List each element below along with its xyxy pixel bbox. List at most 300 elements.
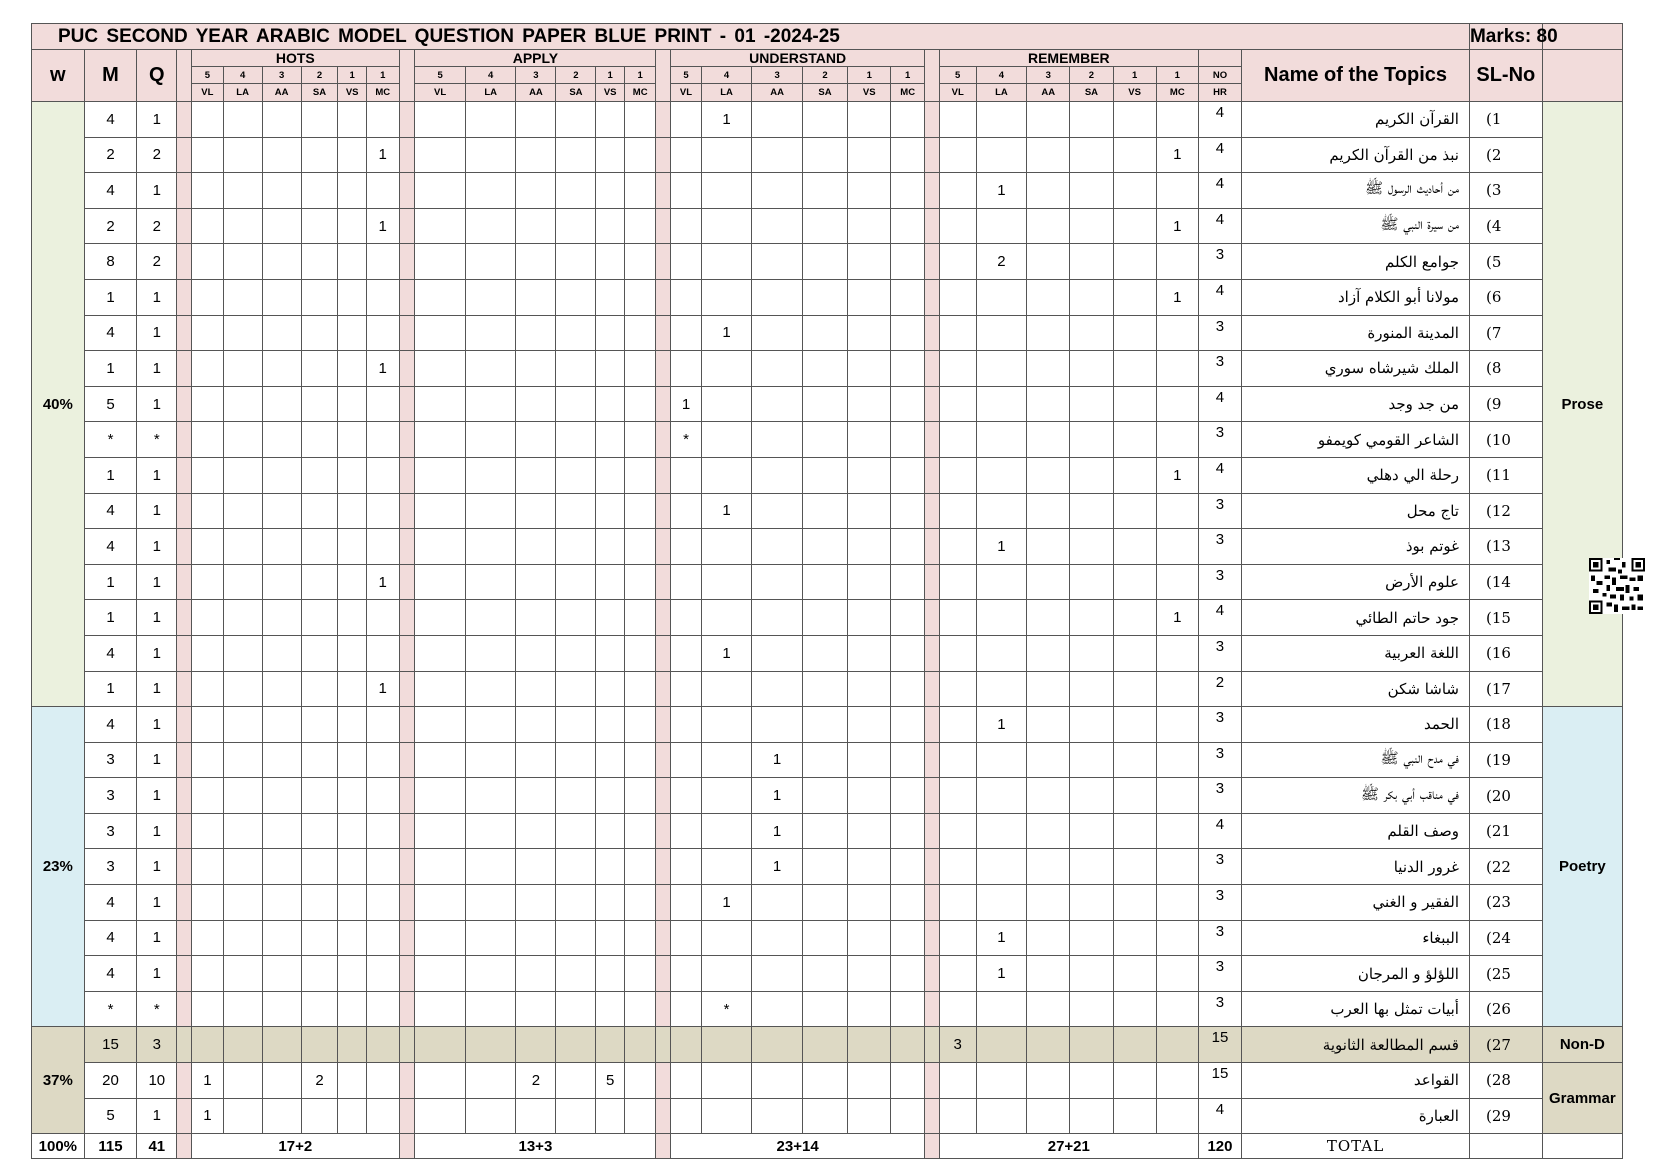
cell-A1 bbox=[465, 635, 516, 671]
cell-A5 bbox=[624, 1063, 656, 1099]
cell-H5 bbox=[366, 813, 399, 849]
cell-R3 bbox=[1070, 1063, 1113, 1099]
cell-H3 bbox=[301, 529, 338, 565]
cell-U4 bbox=[848, 707, 891, 743]
hours-value: 3 bbox=[1198, 564, 1241, 600]
separator-cell bbox=[177, 1098, 192, 1134]
cell-U2 bbox=[752, 885, 803, 921]
cell-R1 bbox=[976, 1027, 1027, 1063]
cell-R0 bbox=[939, 671, 976, 707]
cell-U2 bbox=[752, 956, 803, 992]
cell-R2 bbox=[1027, 173, 1070, 209]
separator-cell bbox=[925, 742, 940, 778]
question-count: 1 bbox=[137, 707, 177, 743]
cell-U4 bbox=[848, 635, 891, 671]
topic-name: القرآن الكريم bbox=[1242, 102, 1470, 138]
cell-H4 bbox=[338, 707, 366, 743]
cell-U4 bbox=[848, 351, 891, 387]
cell-A2 bbox=[516, 885, 556, 921]
cell-A1 bbox=[465, 493, 516, 529]
header-type-U5: MC bbox=[891, 84, 925, 102]
cell-H1 bbox=[223, 813, 262, 849]
cell-U0 bbox=[671, 671, 702, 707]
table-row bbox=[32, 457, 1623, 493]
cell-A2 bbox=[516, 102, 556, 138]
cell-U5 bbox=[891, 849, 925, 885]
header-type-U0: VL bbox=[671, 84, 702, 102]
cell-U4 bbox=[848, 386, 891, 422]
cell-A5 bbox=[624, 956, 656, 992]
cell-H4 bbox=[338, 102, 366, 138]
header-type-U1: LA bbox=[701, 84, 752, 102]
serial-number: (18 bbox=[1469, 707, 1542, 743]
cell-U5 bbox=[891, 813, 925, 849]
header-type-U2: AA bbox=[752, 84, 803, 102]
separator-cell bbox=[177, 564, 192, 600]
topic-name: جود حاتم الطائي bbox=[1242, 600, 1470, 636]
cell-U4 bbox=[848, 920, 891, 956]
separator-cell bbox=[177, 1134, 192, 1159]
topic-name: أبيات تمثل بها العرب bbox=[1242, 991, 1470, 1027]
cell-U5 bbox=[891, 564, 925, 600]
cell-R4 bbox=[1113, 635, 1156, 671]
header-mark-U3: 2 bbox=[802, 67, 847, 84]
cell-A2 bbox=[516, 778, 556, 814]
cell-A3 bbox=[556, 707, 596, 743]
cell-R2 bbox=[1027, 315, 1070, 351]
cell-U0 bbox=[671, 493, 702, 529]
cell-R5 bbox=[1156, 564, 1198, 600]
cell-U4 bbox=[848, 564, 891, 600]
table-row bbox=[32, 137, 1623, 173]
cell-A5 bbox=[624, 386, 656, 422]
hours-value: 4 bbox=[1198, 279, 1241, 315]
question-count: 2 bbox=[137, 208, 177, 244]
cell-U0 bbox=[671, 102, 702, 138]
cell-A4 bbox=[596, 173, 624, 209]
cell-H2 bbox=[262, 991, 301, 1027]
cell-H4 bbox=[338, 849, 366, 885]
header-mark-R0: 5 bbox=[939, 67, 976, 84]
cell-H0 bbox=[192, 671, 224, 707]
cell-H1 bbox=[223, 102, 262, 138]
question-count: 1 bbox=[137, 564, 177, 600]
separator-cell bbox=[656, 422, 671, 458]
header-type-H0: VL bbox=[192, 84, 224, 102]
cell-A1 bbox=[465, 849, 516, 885]
cell-A2 bbox=[516, 635, 556, 671]
cell-U1: 1 bbox=[701, 102, 752, 138]
cell-U3 bbox=[802, 457, 847, 493]
cell-A0 bbox=[415, 1063, 466, 1099]
cell-R1: 2 bbox=[976, 244, 1027, 280]
cell-R0 bbox=[939, 422, 976, 458]
separator-cell bbox=[925, 244, 940, 280]
marks-value: 4 bbox=[84, 956, 137, 992]
cell-H0 bbox=[192, 991, 224, 1027]
cell-A5 bbox=[624, 671, 656, 707]
cell-H4 bbox=[338, 956, 366, 992]
cell-R0 bbox=[939, 564, 976, 600]
question-count: 2 bbox=[137, 137, 177, 173]
separator-cell bbox=[656, 671, 671, 707]
separator-cell bbox=[177, 885, 192, 921]
cell-H2 bbox=[262, 813, 301, 849]
cell-H5 bbox=[366, 849, 399, 885]
cell-U0 bbox=[671, 707, 702, 743]
section-name: Poetry bbox=[1542, 707, 1622, 1027]
separator-cell bbox=[656, 351, 671, 387]
cell-U3 bbox=[802, 208, 847, 244]
marks-value: * bbox=[84, 422, 137, 458]
question-count: 10 bbox=[137, 1063, 177, 1099]
cell-H2 bbox=[262, 102, 301, 138]
cell-A4 bbox=[596, 813, 624, 849]
cell-A3 bbox=[556, 956, 596, 992]
cell-R2 bbox=[1027, 991, 1070, 1027]
cell-H4 bbox=[338, 457, 366, 493]
cell-R3 bbox=[1070, 849, 1113, 885]
cell-R5 bbox=[1156, 813, 1198, 849]
cell-A5 bbox=[624, 351, 656, 387]
table-row bbox=[32, 920, 1623, 956]
cell-A1 bbox=[465, 279, 516, 315]
cell-H0 bbox=[192, 315, 224, 351]
cell-R2 bbox=[1027, 635, 1070, 671]
cell-H5 bbox=[366, 102, 399, 138]
cell-R5 bbox=[1156, 671, 1198, 707]
hours-value: 3 bbox=[1198, 885, 1241, 921]
cell-R2 bbox=[1027, 707, 1070, 743]
cell-A3 bbox=[556, 208, 596, 244]
header-section bbox=[1542, 50, 1622, 102]
separator-cell bbox=[656, 1063, 671, 1099]
header-mark-H4: 1 bbox=[338, 67, 366, 84]
cell-A3 bbox=[556, 920, 596, 956]
cell-U1: 1 bbox=[701, 885, 752, 921]
hours-value: 3 bbox=[1198, 956, 1241, 992]
header-m: M bbox=[84, 50, 137, 102]
hours-value: 3 bbox=[1198, 351, 1241, 387]
separator-cell bbox=[177, 1027, 192, 1063]
separator-cell bbox=[656, 315, 671, 351]
cell-H4 bbox=[338, 137, 366, 173]
cell-H3 bbox=[301, 208, 338, 244]
cell-R5 bbox=[1156, 422, 1198, 458]
separator-cell bbox=[399, 351, 415, 387]
cell-H1 bbox=[223, 635, 262, 671]
question-count: 1 bbox=[137, 351, 177, 387]
cell-R2 bbox=[1027, 778, 1070, 814]
cell-H3 bbox=[301, 991, 338, 1027]
cell-A5 bbox=[624, 493, 656, 529]
cell-R5 bbox=[1156, 778, 1198, 814]
cell-H3 bbox=[301, 956, 338, 992]
cell-R2 bbox=[1027, 102, 1070, 138]
cell-U1 bbox=[701, 529, 752, 565]
cell-H0 bbox=[192, 778, 224, 814]
hours-value: 3 bbox=[1198, 920, 1241, 956]
cell-R4 bbox=[1113, 493, 1156, 529]
cell-H0 bbox=[192, 279, 224, 315]
cell-U5 bbox=[891, 707, 925, 743]
cell-U4 bbox=[848, 208, 891, 244]
cell-R5: 1 bbox=[1156, 457, 1198, 493]
cell-H2 bbox=[262, 173, 301, 209]
cell-R3 bbox=[1070, 671, 1113, 707]
table-row bbox=[32, 564, 1623, 600]
cell-U1 bbox=[701, 422, 752, 458]
separator-cell bbox=[177, 920, 192, 956]
cell-U3 bbox=[802, 102, 847, 138]
cell-R1 bbox=[976, 1063, 1027, 1099]
cell-R0 bbox=[939, 208, 976, 244]
table-row bbox=[32, 279, 1623, 315]
cell-A4 bbox=[596, 671, 624, 707]
cell-U0 bbox=[671, 885, 702, 921]
cell-H2 bbox=[262, 956, 301, 992]
cell-U2 bbox=[752, 351, 803, 387]
cell-A5 bbox=[624, 920, 656, 956]
cell-H5 bbox=[366, 635, 399, 671]
separator-cell bbox=[399, 707, 415, 743]
separator-cell bbox=[925, 849, 940, 885]
cell-U5 bbox=[891, 920, 925, 956]
cell-R2 bbox=[1027, 208, 1070, 244]
separator-cell bbox=[925, 635, 940, 671]
cell-A3 bbox=[556, 457, 596, 493]
cell-U0 bbox=[671, 849, 702, 885]
cell-A0 bbox=[415, 956, 466, 992]
separator-cell bbox=[177, 50, 192, 102]
cell-A1 bbox=[465, 600, 516, 636]
cell-R1: 1 bbox=[976, 956, 1027, 992]
cell-A0 bbox=[415, 635, 466, 671]
marks-value: 1 bbox=[84, 671, 137, 707]
marks-value: 4 bbox=[84, 102, 137, 138]
cell-U0 bbox=[671, 315, 702, 351]
cell-R4 bbox=[1113, 564, 1156, 600]
cell-H0 bbox=[192, 173, 224, 209]
cell-A1 bbox=[465, 137, 516, 173]
separator-cell bbox=[656, 1027, 671, 1063]
hours-value: 3 bbox=[1198, 315, 1241, 351]
cell-R1 bbox=[976, 885, 1027, 921]
cell-A1 bbox=[465, 920, 516, 956]
cell-A2 bbox=[516, 457, 556, 493]
cell-U5 bbox=[891, 208, 925, 244]
cell-U5 bbox=[891, 137, 925, 173]
cell-H0 bbox=[192, 244, 224, 280]
cell-R0 bbox=[939, 457, 976, 493]
cell-R4 bbox=[1113, 956, 1156, 992]
header-remember: REMEMBER bbox=[939, 50, 1198, 67]
cell-R0 bbox=[939, 244, 976, 280]
cell-A3 bbox=[556, 778, 596, 814]
cell-U3 bbox=[802, 529, 847, 565]
cell-R0 bbox=[939, 529, 976, 565]
cell-U4 bbox=[848, 778, 891, 814]
cell-U4 bbox=[848, 102, 891, 138]
cell-U2 bbox=[752, 279, 803, 315]
header-type-A0: VL bbox=[415, 84, 466, 102]
cell-U3 bbox=[802, 600, 847, 636]
separator-cell bbox=[656, 885, 671, 921]
cell-H4 bbox=[338, 422, 366, 458]
cell-A0 bbox=[415, 351, 466, 387]
serial-number: (25 bbox=[1469, 956, 1542, 992]
serial-number: (5 bbox=[1469, 244, 1542, 280]
cell-A2 bbox=[516, 564, 556, 600]
topic-name: الفقير و الغني bbox=[1242, 885, 1470, 921]
table-row bbox=[32, 529, 1623, 565]
separator-cell bbox=[399, 315, 415, 351]
cell-A5 bbox=[624, 244, 656, 280]
cell-R2 bbox=[1027, 386, 1070, 422]
cell-A5 bbox=[624, 102, 656, 138]
cell-R1 bbox=[976, 742, 1027, 778]
cell-A0 bbox=[415, 493, 466, 529]
serial-number: (12 bbox=[1469, 493, 1542, 529]
cell-U1 bbox=[701, 742, 752, 778]
cell-A0 bbox=[415, 386, 466, 422]
cell-R4 bbox=[1113, 671, 1156, 707]
serial-number: (3 bbox=[1469, 173, 1542, 209]
cell-A2 bbox=[516, 422, 556, 458]
header-type-U4: VS bbox=[848, 84, 891, 102]
topic-name: الحمد bbox=[1242, 707, 1470, 743]
cell-A4 bbox=[596, 457, 624, 493]
header-type-R5: MC bbox=[1156, 84, 1198, 102]
cell-U4 bbox=[848, 173, 891, 209]
separator-cell bbox=[177, 386, 192, 422]
cell-H3 bbox=[301, 1098, 338, 1134]
cell-U4 bbox=[848, 600, 891, 636]
header-type-R3: SA bbox=[1070, 84, 1113, 102]
cell-U5 bbox=[891, 529, 925, 565]
separator-cell bbox=[925, 208, 940, 244]
header-mark-R2: 3 bbox=[1027, 67, 1070, 84]
cell-U5 bbox=[891, 102, 925, 138]
topic-name: شاشا شكن bbox=[1242, 671, 1470, 707]
cell-A0 bbox=[415, 422, 466, 458]
hours-value: 3 bbox=[1198, 635, 1241, 671]
cell-U0 bbox=[671, 920, 702, 956]
cell-R0 bbox=[939, 991, 976, 1027]
cell-A5 bbox=[624, 422, 656, 458]
table-row bbox=[32, 885, 1623, 921]
cell-A0 bbox=[415, 208, 466, 244]
cell-A5 bbox=[624, 457, 656, 493]
cell-H2 bbox=[262, 742, 301, 778]
cell-H0 bbox=[192, 885, 224, 921]
separator-cell bbox=[925, 778, 940, 814]
cell-H3 bbox=[301, 279, 338, 315]
section-name: Non-D bbox=[1542, 1027, 1622, 1063]
cell-A4 bbox=[596, 386, 624, 422]
cell-H4 bbox=[338, 315, 366, 351]
separator-cell bbox=[399, 137, 415, 173]
question-count: * bbox=[137, 991, 177, 1027]
cell-H2 bbox=[262, 707, 301, 743]
table-row bbox=[32, 956, 1623, 992]
cell-H1 bbox=[223, 1027, 262, 1063]
cell-R0 bbox=[939, 102, 976, 138]
cell-U3 bbox=[802, 1098, 847, 1134]
separator-cell bbox=[399, 279, 415, 315]
cell-H1 bbox=[223, 849, 262, 885]
table-row bbox=[32, 244, 1623, 280]
cell-R0 bbox=[939, 1098, 976, 1134]
cell-R3 bbox=[1070, 564, 1113, 600]
cell-A4: 5 bbox=[596, 1063, 624, 1099]
separator-cell bbox=[656, 529, 671, 565]
table-row bbox=[32, 493, 1623, 529]
cell-U0 bbox=[671, 564, 702, 600]
topic-name: من أحاديث الرسول ﷺ bbox=[1242, 173, 1470, 209]
cell-A0 bbox=[415, 279, 466, 315]
cell-H1 bbox=[223, 351, 262, 387]
header-no: NO bbox=[1198, 67, 1241, 84]
marks-value: 5 bbox=[84, 386, 137, 422]
cell-U1 bbox=[701, 208, 752, 244]
cell-H4 bbox=[338, 386, 366, 422]
cell-A2 bbox=[516, 208, 556, 244]
separator-cell bbox=[925, 813, 940, 849]
cell-R5 bbox=[1156, 1027, 1198, 1063]
cell-R5 bbox=[1156, 493, 1198, 529]
separator-cell bbox=[925, 315, 940, 351]
cell-U0 bbox=[671, 173, 702, 209]
cell-A4 bbox=[596, 991, 624, 1027]
cell-U3 bbox=[802, 849, 847, 885]
separator-cell bbox=[925, 1098, 940, 1134]
cell-U0 bbox=[671, 778, 702, 814]
cell-H1 bbox=[223, 315, 262, 351]
cell-R1 bbox=[976, 635, 1027, 671]
cell-H2 bbox=[262, 635, 301, 671]
serial-number: (10 bbox=[1469, 422, 1542, 458]
cell-U0 bbox=[671, 1027, 702, 1063]
cell-R0 bbox=[939, 885, 976, 921]
cell-R5: 1 bbox=[1156, 279, 1198, 315]
cell-U3 bbox=[802, 1027, 847, 1063]
cell-H3 bbox=[301, 137, 338, 173]
cell-U1 bbox=[701, 1063, 752, 1099]
topic-name: غرور الدنيا bbox=[1242, 849, 1470, 885]
cell-U2 bbox=[752, 991, 803, 1027]
cell-R2 bbox=[1027, 137, 1070, 173]
cell-H4 bbox=[338, 742, 366, 778]
cell-H3 bbox=[301, 849, 338, 885]
cell-H1 bbox=[223, 600, 262, 636]
marks-value: 3 bbox=[84, 742, 137, 778]
cell-U0 bbox=[671, 457, 702, 493]
separator-cell bbox=[656, 778, 671, 814]
cell-A1 bbox=[465, 778, 516, 814]
cell-U3 bbox=[802, 742, 847, 778]
topic-name: الببغاء bbox=[1242, 920, 1470, 956]
cell-H0 bbox=[192, 564, 224, 600]
cell-A1 bbox=[465, 885, 516, 921]
cell-R4 bbox=[1113, 1063, 1156, 1099]
cell-R0 bbox=[939, 493, 976, 529]
separator-cell bbox=[177, 742, 192, 778]
topic-name: رحلة الي دهلي bbox=[1242, 457, 1470, 493]
topic-name: وصف القلم bbox=[1242, 813, 1470, 849]
cell-H4 bbox=[338, 991, 366, 1027]
cell-U0 bbox=[671, 351, 702, 387]
